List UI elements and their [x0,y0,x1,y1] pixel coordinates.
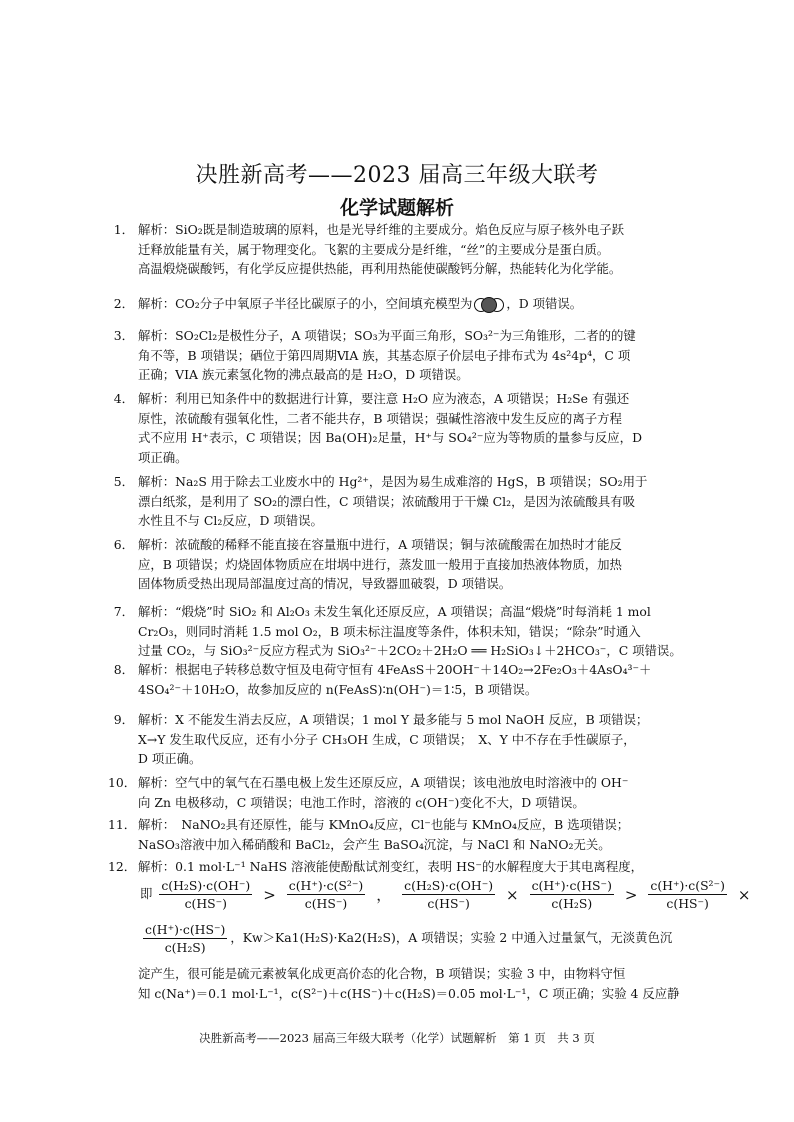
item-text: 解析：CO₂分子中氧原子半径比碳原子的小，空间填充模型为 [138,296,473,311]
item-line: 高温煅烧碳酸钙，有化学反应提供热能，再利用热能使碳酸钙分解，热能转化为化学能。 [138,261,622,276]
item-number: 4． [113,391,134,406]
operator: ， [376,886,392,904]
item-number: 2． [113,296,134,311]
item-number: 3． [113,328,134,343]
item-number: 8． [113,662,134,677]
page-subtitle: 化学试题解析 [339,197,454,219]
item-line: 原性，浓硫酸有强氧化性，二者不能共存，B 项错误；强碱性溶液中发生反应的离子方程 [138,410,622,426]
item-number: 7． [113,604,134,619]
item-number: 12． [108,859,137,874]
fraction: $\frac{\text{c(H⁺)·c(S²⁻)}}{c(HS^-)}$ [650,878,725,911]
fraction: $\frac{c(H^+)\cdot c(HS^-)}{\text{c(H₂S)}}$ [531,878,612,911]
equation-row-2 [140,922,672,955]
item-line: 正确；VIA 族元素氢化物的沸点最高的是 H₂O，D 项错误。 [138,367,469,382]
item-line: 解析：利用已知条件中的数据进行计算，要注意 H₂O 应为液态，A 项错误；H₂Se 有强还 [138,391,630,406]
item-line: 解析： NaNO₂具有还原性，能与 KMnO₄反应，Cl⁻也能与 KMnO₄反应，B 选项错误； [138,817,630,832]
operator: > [263,885,276,904]
item-number: 5． [113,474,134,489]
item-line: 角不等，B 项错误；硒位于第四周期ⅥA 族，其基态原子价层电子排布式为 4s²4p⁴，C 项 [138,347,631,363]
item-line: 解析：浓硫酸的稀释不能直接在容量瓶中进行，A 项错误；铜与浓硫酸需在加热时才能反 [138,537,622,552]
item-line: 应，B 项错误；灼烧固体物质应在坩埚中进行，蒸发皿一般用于直接加热液体物质，加热 [138,556,622,572]
operator: > [624,885,638,904]
operator: × [737,885,751,904]
item-line: 解析：根据电子转移总数守恒及电荷守恒有 4FeAsS＋20OH⁻＋14O₂→2Fe₂O₃＋4AsO₄³⁻＋ [138,662,652,677]
item-line: Cr₂O₃，则同时消耗 1.5 mol O₂，B 项未标注温度等条件，体积未知，错误；“除杂”时通入 [138,623,641,639]
item-number: 11． [108,817,137,832]
item-number: 1． [113,222,134,237]
item-text: ，D 项错误。 [506,296,583,311]
item-number: 6． [113,537,134,552]
page-footer: 决胜新高考——2023 届高三年级大联考（化学）试题解析 第 1 页 共 3 页 [199,1031,595,1045]
item-line: 式不应用 H⁺表示，C 项错误；因 Ba(OH)₂足量，H⁺与 SO₄²⁻应为等物质的量参与反应，D [138,430,643,445]
operator: × [506,885,519,904]
equation-text: ，Kw＞Ka1(H₂S)·Ka2(H₂S)，A 项错误；实验 2 中通入过量氯气，无淡黄色沉 [230,930,673,945]
fraction: $\frac{\text{c(H₂S)·c(OH⁻)}}{c(HS^-)}$ [161,878,251,911]
item-line: 解析：Na₂S 用于除去工业废水中的 Hg²⁺，是因为易生成难溶的 HgS，B 项错误；SO₂用于 [138,474,648,489]
item-line: 4SO₄²⁻＋10H₂O，故参加反应的 n(FeAsS)∶n(OH⁻)＝1∶5，B 项错误。 [138,681,538,697]
equation-text: 即 [140,886,153,901]
item-line: 淀产生，很可能是硫元素被氧化成更高价态的化合物，B 项错误；实验 3 中，由物料守恒 [138,966,626,981]
item-line: D 项正确。 [138,751,202,766]
item-number: 10． [108,775,137,790]
item-line: NaSO₃溶液中加入稀硝酸和 BaCl₂，会产生 BaSO₄沉淀，与 NaCl 和 NaNO₂无关。 [138,836,611,852]
item-line: 水性且不与 Cl₂反应，D 项错误。 [138,513,323,528]
item-line: 知 c(Na⁺)＝0.1 mol·L⁻¹，c(S²⁻)＋c(HS⁻)＋c(H₂S)＝0.05 mol·L⁻¹，C 项正确；实验 4 反应静 [138,985,680,1001]
co2-space-filling-model-icon [474,297,504,313]
item-line: 解析：X 不能发生消去反应，A 项错误；1 mol Y 最多能与 5 mol NaOH 反应，B 项错误； [138,712,649,727]
equation-row-1 [140,878,754,911]
fraction: $\frac{\text{c(H₂S)·c(OH⁻)}}{c(HS^-)}$ [404,878,494,911]
item-number: 9． [113,712,134,727]
fraction: $\frac{c(H^+)\cdot c(HS^-)}{\text{c(H₂S)}}$ [145,922,226,955]
item-line: 解析：“煅烧”时 SiO₂ 和 Al₂O₃ 未发生氧化还原反应，A 项错误；高温“煅烧”时每消耗 1 mol [138,604,651,619]
item-line: 向 Zn 电极移动，C 项错误；电池工作时，溶液的 c(OH⁻)变化不大，D 项错误。 [138,794,585,810]
item-line: X→Y 发生取代反应，还有小分子 CH₃OH 生成，C 项错误； X、Y 中不存在手性碳原子， [138,731,636,747]
item-line: 解析：0.1 mol·L⁻¹ NaHS 溶液能使酚酞试剂变红，表明 HS⁻的水解程度大于其电离程度， [138,859,643,874]
item-line: 解析：SiO₂既是制造玻璃的原料，也是光导纤维的主要成分。焰色反应与原子核外电子跃 [138,222,625,237]
item-line: 解析：SO₂Cl₂是极性分子，A 项错误；SO₃为平面三角形，SO₃²⁻为三角锥形，二者的的键 [138,328,636,343]
page-title: 决胜新高考——2023 届高三年级大联考 [195,163,599,188]
item-line: 解析：空气中的氧气在石墨电极上发生还原反应，A 项错误；该电池放电时溶液中的 OH⁻ [138,775,629,790]
item-line: 项正确。 [138,449,188,465]
fraction: $\frac{\text{c(H⁺)·c(S²⁻)}}{c(HS^-)}$ [288,878,364,911]
item-line: 迁释放能量有关，属于物理变化。飞絮的主要成分是纤维，“丝”的主要成分是蛋白质。 [138,241,610,257]
item-line: 漂白纸浆，是利用了 SO₂的漂白性，C 项错误；浓硫酸用于干燥 Cl₂，是因为浓硫酸具有吸 [138,493,635,509]
item-line: 固体物质受热出现局部温度过高的情况，导致器皿破裂，D 项错误。 [138,576,512,591]
item-line: 过量 CO₂，与 SiO₃²⁻反应方程式为 SiO₃²⁻＋2CO₂＋2H₂O ══ H₂SiO₃↓＋2HCO₃⁻，C 项错误。 [138,643,682,658]
